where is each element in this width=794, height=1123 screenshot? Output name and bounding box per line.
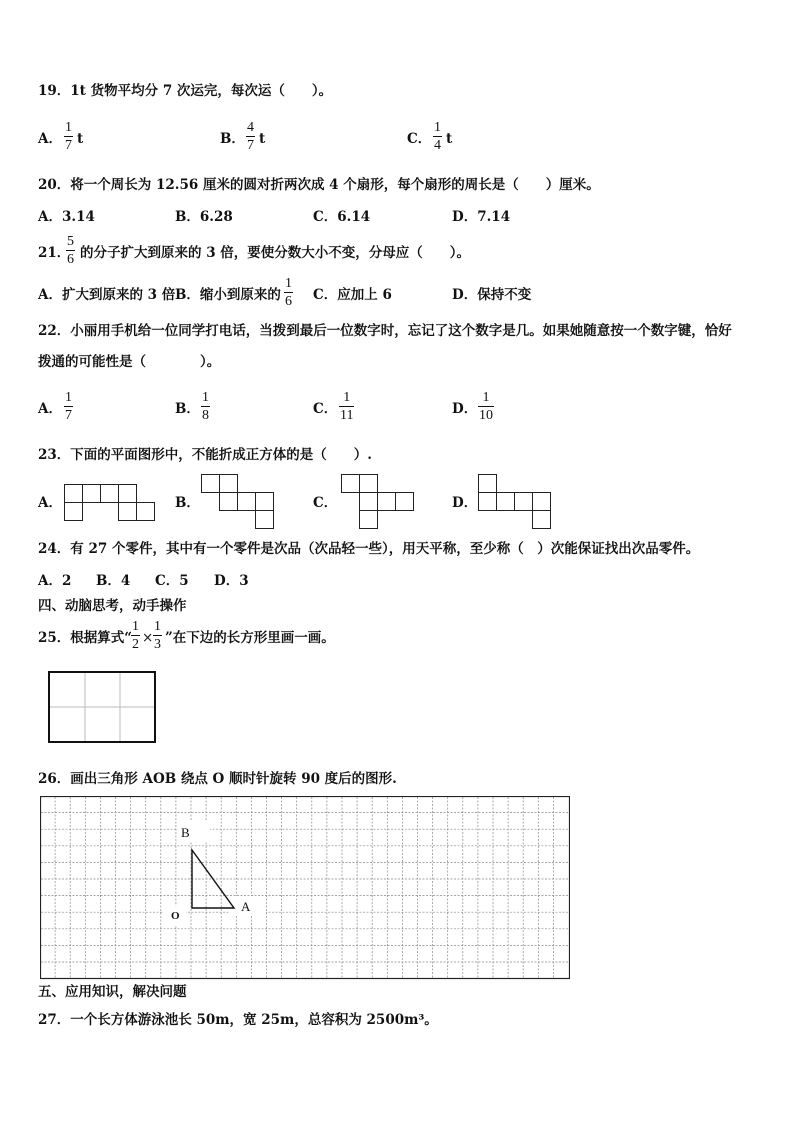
q26-grid	[40, 796, 570, 980]
q19-option-b-unit: t	[259, 131, 266, 147]
label-a: A	[241, 899, 251, 914]
q19-option-c-unit: t	[446, 131, 453, 147]
numerator: 1	[132, 619, 139, 634]
q26-stem: 26．画出三角形 AOB 绕点 O 顺时针旋转 90 度后的图形.	[38, 771, 397, 787]
q23-option-a-letter: A．	[38, 495, 62, 511]
q23-option-c-letter: C．	[313, 495, 338, 511]
q22-option-a-fraction	[64, 390, 73, 423]
denominator: 7	[65, 138, 72, 153]
q19-option-a-unit: t	[77, 131, 84, 147]
numerator: 1	[482, 390, 490, 405]
numerator: 5	[67, 234, 74, 249]
q23-option-d-letter: D．	[452, 495, 478, 511]
label-o: O	[171, 910, 180, 922]
numerator: 1	[65, 390, 72, 405]
q24-option-c: C．5	[155, 573, 189, 589]
q19-stem: 19．1t 货物平均分 7 次运完，每次运（ ）。	[38, 83, 333, 99]
q20-option-b: B．6.28	[175, 209, 233, 225]
q19-option-a-letter: A．	[38, 131, 62, 147]
q22-option-c-letter: C．	[313, 401, 338, 417]
numerator: 1	[285, 276, 292, 291]
q19-option-c-letter: C．	[407, 131, 432, 147]
q23-option-b-letter: B．	[175, 495, 200, 511]
denominator: 6	[285, 294, 292, 309]
denominator: 8	[202, 408, 209, 423]
label-b: B	[181, 825, 190, 840]
q20-option-a: A．3.14	[38, 209, 95, 225]
q25-prefix: 25．根据算式“	[38, 630, 133, 646]
denominator: 4	[434, 138, 441, 153]
q27-stem: 27．一个长方体游泳池长 50m，宽 25m，总容积为 2500m³。	[38, 1012, 438, 1028]
q21-option-c: C．应加上 6	[313, 287, 392, 303]
numerator: 1	[202, 390, 209, 405]
q24-option-b: B．4	[96, 573, 131, 589]
q20-stem: 20．将一个周长为 12.56 厘米的圆对折两次成 4 个扇形，每个扇形的周长是（ ）厘米。	[38, 177, 600, 193]
q24-stem: 24．有 27 个零件，其中有一个零件是次品（次品轻一些），用天平称，至少称（ ）次能保证找出次品零件。	[38, 541, 700, 557]
q22-stem-line1: 22．小丽用手机给一位同学打电话，当拨到最后一位数字时，忘记了这个数字是几。如果她随意按一个数字键，恰好	[38, 323, 732, 339]
q25-fraction-a	[131, 619, 140, 652]
q21-stem: 的分子扩大到原来的 3 倍，要使分数大小不变，分母应（ ）。	[80, 245, 471, 261]
section-5-heading: 五、应用知识，解决问题	[38, 984, 187, 1000]
denominator: 7	[247, 138, 254, 153]
q19-option-c-fraction	[433, 120, 442, 153]
q21-option-b-fraction	[284, 276, 293, 309]
q24-option-d: D．3	[214, 573, 249, 589]
numerator: 1	[154, 619, 161, 634]
q21-option-d: D．保持不变	[452, 287, 532, 303]
q22-stem-line2: 拨通的可能性是（ ）。	[38, 354, 221, 370]
denominator: 10	[479, 408, 493, 423]
q25-rectangle-grid	[50, 673, 154, 741]
q25-suffix: ”在下边的长方形里画一画。	[165, 630, 335, 646]
q25-fraction-b	[153, 619, 162, 652]
section-4-heading: 四、动脑思考，动手操作	[38, 598, 187, 614]
numerator: 1	[343, 390, 351, 405]
q23-stem: 23．下面的平面图形中，不能折成正方体的是（ ）.	[38, 447, 372, 463]
numerator: 1	[65, 120, 72, 135]
q21-option-b: B．缩小到原来的	[175, 287, 281, 303]
q21-prefix: 21．	[38, 245, 71, 261]
q20-option-c: C．6.14	[313, 209, 371, 225]
q25-drawing-rectangle	[48, 671, 156, 743]
q19-option-a-fraction	[64, 120, 73, 153]
q22-option-b-fraction	[201, 390, 210, 423]
q19-option-b-letter: B．	[220, 131, 245, 147]
q21-fraction	[66, 234, 75, 267]
q22-option-d-letter: D．	[452, 401, 478, 417]
denominator: 6	[67, 252, 74, 267]
denominator: 3	[154, 637, 161, 652]
numerator: 4	[247, 120, 254, 135]
denominator: 2	[132, 637, 139, 652]
q21-option-a: A．扩大到原来的 3 倍	[38, 287, 176, 303]
denominator: 11	[340, 408, 354, 423]
q20-option-d: D．7.14	[452, 209, 511, 225]
q22-option-d-fraction	[478, 390, 494, 423]
q19-option-b-fraction	[246, 120, 255, 153]
numerator: 1	[434, 120, 441, 135]
q25-times-sign: ×	[142, 630, 154, 646]
q22-option-a-letter: A．	[38, 401, 62, 417]
q22-option-c-fraction	[339, 390, 354, 423]
denominator: 7	[65, 408, 72, 423]
q24-option-a: A．2	[38, 573, 72, 589]
q22-option-b-letter: B．	[175, 401, 200, 417]
